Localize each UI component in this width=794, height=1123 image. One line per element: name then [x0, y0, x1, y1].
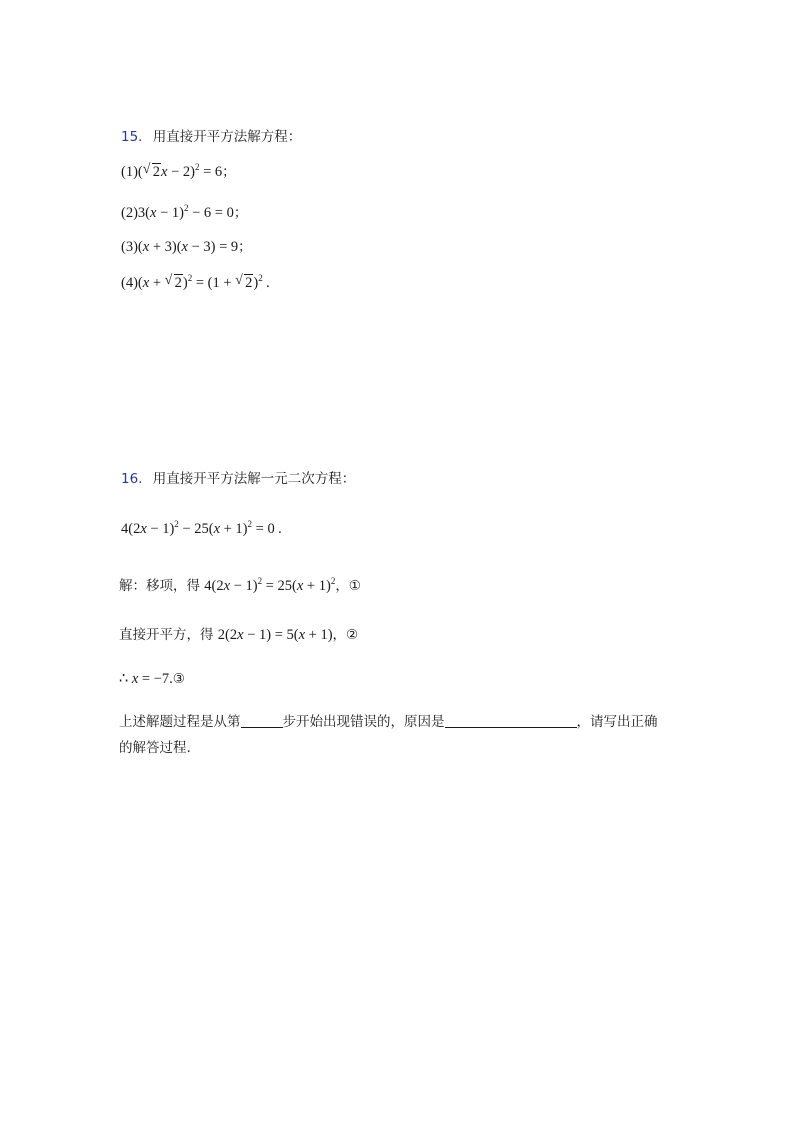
q15-item-2-equation: $3(x - 1)^2 - 6 = 0$: [137, 203, 234, 221]
q16-step-2-suffix: ，②: [332, 627, 359, 643]
q16-step-1-suffix: ，①: [335, 578, 361, 594]
q16-question-line-2: [119, 738, 191, 758]
q15-item-3: [121, 237, 252, 257]
q15-item-3-end: ；: [238, 239, 252, 255]
q16-step-3: [119, 669, 185, 689]
q15-header: [121, 127, 301, 147]
q16-equation-end: .: [277, 521, 282, 537]
q16-question-line-1: [119, 712, 658, 732]
q15-item-3-label: (3): [121, 239, 138, 255]
q16-equation: $4(2x - 1)^2 - 25(x + 1)^2 = 0$: [121, 519, 275, 537]
q15-item-1-end: ；: [222, 164, 236, 180]
q16-step-3-suffix: ③: [172, 671, 185, 687]
q16-prompt: 用直接开平方法解一元二次方程：: [152, 471, 356, 487]
q16-question-part-1: 上述解题过程是从第: [119, 714, 241, 730]
q16-step-2-prefix: 直接开平方，得: [119, 627, 214, 643]
q15-item-3-equation: (x + 3)(x − 3) = 9: [137, 239, 239, 255]
q15-item-2-end: ；: [233, 205, 248, 221]
q16-question-part-3: ，请写出正确: [576, 714, 658, 730]
q16-step-1-prefix: 解：移项，得: [119, 578, 200, 594]
reason-blank[interactable]: [445, 713, 577, 728]
q16-step-2: [119, 625, 358, 645]
q15-prompt: 用直接开平方法解方程：: [152, 129, 302, 145]
q16-step-3-equation: ∴ x = −7.: [119, 671, 173, 687]
q15-item-2: [121, 203, 247, 223]
q16-equation-line: [121, 519, 282, 539]
q15-item-4-equation: (x + √ 2)$^2$ = (1 + √ 2)$^2$: [137, 273, 263, 291]
q15-number: 15.: [121, 129, 143, 145]
q16-step-2-equation: 2(2x − 1) = 5(x + 1): [217, 627, 333, 643]
q15-item-4-end: .: [265, 275, 271, 291]
q15-item-4-label: (4): [121, 275, 138, 291]
q16-question-part-2: 步开始出现错误的，原因是: [282, 714, 445, 730]
q16-number: 16.: [121, 471, 143, 487]
step-number-blank[interactable]: [241, 713, 283, 728]
q15-item-4: [121, 273, 270, 293]
q16-step-1-equation: $4(2x - 1)^2 = 25(x + 1)^2$: [204, 576, 336, 594]
q15-item-1-equation: ( √ 2x − 2)$^2$ = 6: [137, 162, 223, 180]
q15-item-2-label: (2): [121, 205, 138, 221]
q16-question-line-2-text: 的解答过程.: [119, 740, 191, 756]
q16-step-1: [119, 576, 361, 596]
q15-item-1: [121, 162, 236, 182]
q16-header: [121, 469, 355, 489]
q15-item-1-label: (1): [121, 164, 138, 180]
